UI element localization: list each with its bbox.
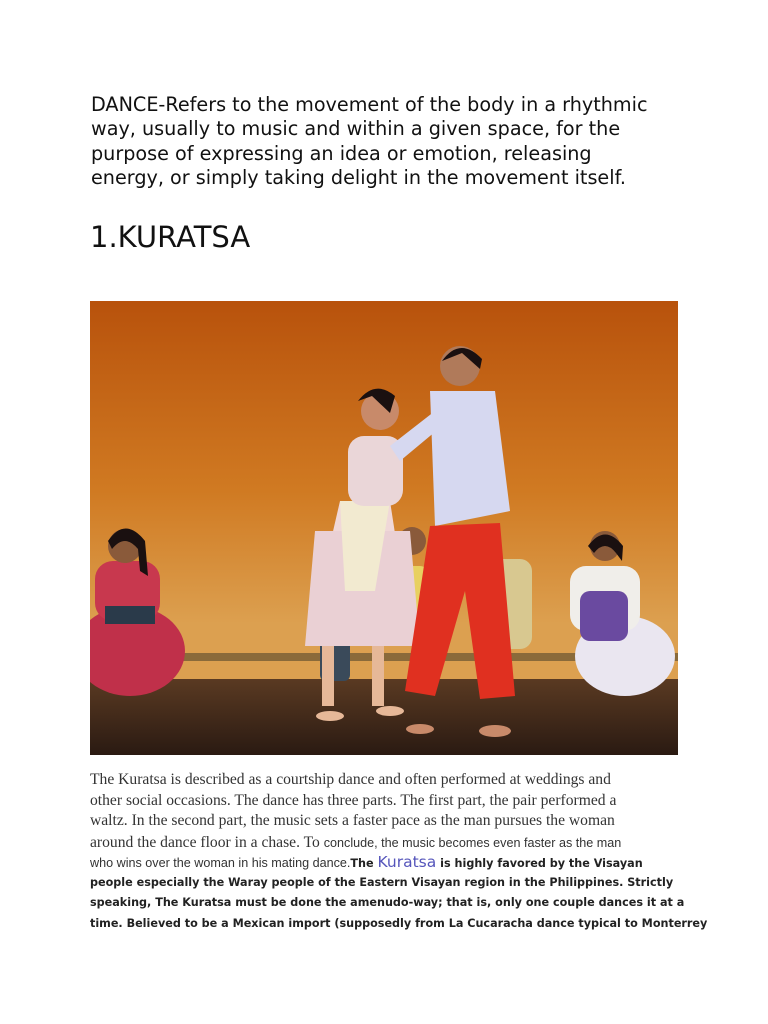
body-line: other social occasions. The dance has three parts. The first part, the pair performed a xyxy=(90,791,617,809)
body-text-segment: conclude, the music becomes even faster as the man xyxy=(323,835,622,850)
intro-paragraph xyxy=(91,93,691,190)
kuratsa-link[interactable]: Kuratsa xyxy=(377,853,437,871)
body-line: waltz. In the second part, the music sets a faster pace as the man pursues the woman xyxy=(90,812,615,829)
kuratsa-dance-photo xyxy=(90,301,678,755)
body-line xyxy=(90,832,690,853)
body-line xyxy=(90,852,690,873)
body-text-segment: who wins over the woman in his mating dance. xyxy=(90,856,351,870)
intro-line: energy, or simply taking delight in the movement itself. xyxy=(91,165,627,189)
intro-line: way, usually to music and within a given space, for the xyxy=(91,117,621,141)
body-text-segment: is highly favored by the Visayan xyxy=(436,857,643,870)
kuratsa-description xyxy=(90,770,708,934)
body-text-segment: around the dance floor in a chase. To xyxy=(90,833,324,851)
body-line: people especially the Waray people of the Eastern Visayan region in the Philippines. Strictly xyxy=(90,875,674,889)
intro-line: DANCE-Refers to the movement of the body in a rhythmic xyxy=(91,93,648,116)
body-text-segment: The xyxy=(350,857,378,870)
body-line: speaking, The Kuratsa must be done the amenudo-way; that is, only one couple dances it at a xyxy=(90,896,685,909)
section-heading: 1.KURATSA xyxy=(90,220,251,254)
intro-line: purpose of expressing an idea or emotion, releasing xyxy=(91,141,592,165)
body-line: time. Believed to be a Mexican import (supposedly from La Cucaracha dance typical to Monterrey xyxy=(90,916,708,930)
body-line: The Kuratsa is described as a courtship dance and often performed at weddings and xyxy=(90,771,611,788)
